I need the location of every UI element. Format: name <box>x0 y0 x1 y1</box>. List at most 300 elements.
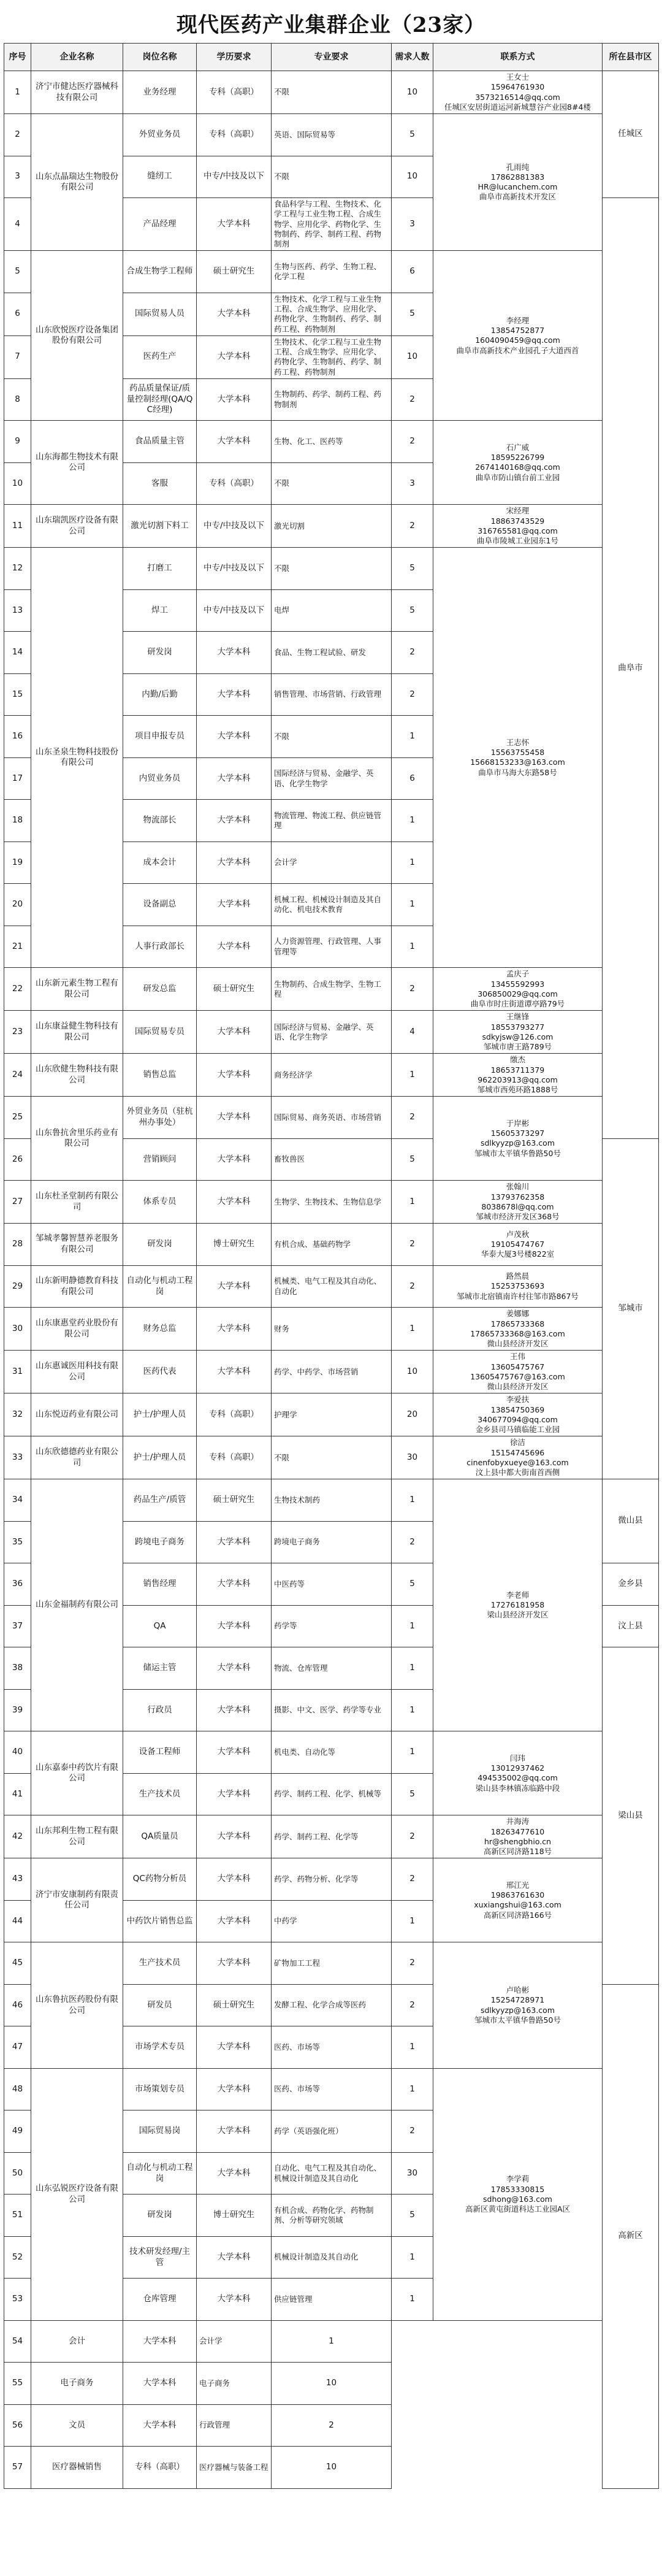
education-requirement: 硕士研究生 <box>197 968 272 1011</box>
table-row <box>4 1858 659 1901</box>
headcount: 5 <box>392 1773 433 1815</box>
education-requirement: 大学本科 <box>197 1689 272 1731</box>
headcount: 2 <box>392 1858 433 1901</box>
position-name: 仓库管理 <box>123 2279 197 2321</box>
position-name: 护士/护理人员 <box>123 1393 197 1436</box>
headcount: 10 <box>272 2447 392 2489</box>
table-row <box>4 114 659 156</box>
education-requirement: 大学本科 <box>197 1942 272 1985</box>
contact-info: 邢江光 19863761630 xuxiangshui@163.com 高新区同济路166号 <box>433 1858 603 1942</box>
position-name: 护士/护理人员 <box>123 1436 197 1479</box>
position-name: 医药生产 <box>123 335 197 378</box>
headcount: 6 <box>392 757 433 800</box>
education-requirement: 中专/中技及以下 <box>197 156 272 198</box>
table-row <box>4 1011 659 1054</box>
company-name: 山东欣悦医疗设备集团股份有限公司 <box>31 251 123 421</box>
table-row <box>4 548 659 590</box>
major-requirement: 生物技术制药 <box>272 1479 392 1522</box>
education-requirement: 大学本科 <box>197 335 272 378</box>
table-row <box>4 251 659 293</box>
header-count: 需求人数 <box>392 44 433 71</box>
company-name: 济宁市安康制药有限责任公司 <box>31 1858 123 1942</box>
row-number: 1 <box>4 71 31 114</box>
major-requirement: 医药、市场等 <box>272 2026 392 2069</box>
position-name: 内勤/后勤 <box>123 673 197 716</box>
position-name: QA质量员 <box>123 1815 197 1858</box>
row-number: 30 <box>4 1308 31 1351</box>
education-requirement: 硕士研究生 <box>197 1479 272 1522</box>
row-number: 43 <box>4 1858 31 1901</box>
headcount: 1 <box>392 2026 433 2069</box>
education-requirement: 专科（高职） <box>197 114 272 156</box>
headcount: 10 <box>392 71 433 114</box>
table-row <box>4 1479 659 1522</box>
table-row <box>4 1097 659 1139</box>
position-name: 销售总监 <box>123 1054 197 1097</box>
company-name: 济宁市健达医疗器械科技有限公司 <box>31 71 123 114</box>
position-name: 焊工 <box>123 589 197 632</box>
education-requirement: 中专/中技及以下 <box>197 548 272 590</box>
company-name: 山东圣泉生物科技股份有限公司 <box>31 548 123 968</box>
position-name: 药品质量保证/质量控制经理(QA/QC经理) <box>123 378 197 421</box>
major-requirement: 不限 <box>272 462 392 505</box>
headcount: 2 <box>392 632 433 674</box>
company-name: 邹城孝馨智慧养老服务有限公司 <box>31 1224 123 1266</box>
headcount: 1 <box>392 841 433 884</box>
company-name: 山东金福制药有限公司 <box>31 1479 123 1731</box>
education-requirement: 大学本科 <box>197 421 272 463</box>
major-requirement: 人力资源管理、行政管理、人事管理等 <box>272 926 392 968</box>
education-requirement: 硕士研究生 <box>197 1984 272 2026</box>
row-number: 26 <box>4 1138 31 1181</box>
major-requirement: 药学、制药工程、化学、机械等 <box>272 1773 392 1815</box>
company-name: 山东弘锐医疗设备有限公司 <box>31 2068 123 2320</box>
position-name: 自动化与机动工程岗 <box>123 1265 197 1308</box>
row-number: 16 <box>4 716 31 758</box>
company-name: 山东新明静德教育科技有限公司 <box>31 1265 123 1308</box>
row-number: 14 <box>4 632 31 674</box>
table-row <box>4 1224 659 1266</box>
major-requirement: 自动化、电气工程及其自动化、机械设计制造及其自动化 <box>272 2152 392 2195</box>
headcount: 3 <box>392 198 433 251</box>
major-requirement: 护理学 <box>272 1393 392 1436</box>
education-requirement: 大学本科 <box>197 1647 272 1690</box>
company-name: 山东鲁抗舍里乐药业有限公司 <box>31 1097 123 1181</box>
company-name: 山东邦利生物工程有限公司 <box>31 1815 123 1858</box>
row-number: 11 <box>4 505 31 548</box>
company-name: 山东嘉泰中药饮片有限公司 <box>31 1731 123 1815</box>
major-requirement: 药学、制药工程、化学等 <box>272 1815 392 1858</box>
position-name: 生产技术员 <box>123 1773 197 1815</box>
major-requirement: 中药学 <box>272 1900 392 1942</box>
row-number: 41 <box>4 1773 31 1815</box>
company-name: 山东点晶瑞达生物股份有限公司 <box>31 114 123 251</box>
education-requirement: 大学本科 <box>197 841 272 884</box>
district-name: 任城区 <box>603 71 659 198</box>
table-row <box>4 1181 659 1224</box>
contact-info: 徐洁 15154745696 cinenfobyxueye@163.com 汶上县中都大街南首西侧 <box>433 1436 603 1479</box>
major-requirement: 摄影、中文、医学、药学等专业 <box>272 1689 392 1731</box>
headcount: 1 <box>392 1181 433 1224</box>
major-requirement: 药学等 <box>272 1605 392 1647</box>
major-requirement: 矿物加工工程 <box>272 1942 392 1985</box>
major-requirement: 生物制药、合成生物学、生物工程 <box>272 968 392 1011</box>
row-number: 23 <box>4 1011 31 1054</box>
major-requirement: 食品、生物工程试验、研发 <box>272 632 392 674</box>
table-row <box>4 1436 659 1479</box>
headcount: 1 <box>392 884 433 926</box>
position-name: 激光切割下料工 <box>123 505 197 548</box>
district-name: 高新区 <box>603 1984 659 2488</box>
major-requirement: 英语、国际贸易等 <box>272 114 392 156</box>
major-requirement: 有机合成、药物化学、药物制剂、分析等研究领域 <box>272 2195 392 2237</box>
headcount: 5 <box>392 589 433 632</box>
major-requirement: 中医药等 <box>272 1563 392 1606</box>
table-row <box>4 421 659 463</box>
education-requirement: 大学本科 <box>123 2404 197 2447</box>
major-requirement: 国际经济与贸易、金融学、英语、化学生物学 <box>272 1011 392 1054</box>
table-row <box>4 1308 659 1351</box>
education-requirement: 大学本科 <box>197 2068 272 2110</box>
position-name: 成本会计 <box>123 841 197 884</box>
major-requirement: 机械工程、机械设计制造及其自动化、机电技术教育 <box>272 884 392 926</box>
position-name: 电子商务 <box>31 2363 123 2405</box>
headcount: 2 <box>392 1942 433 1985</box>
headcount: 1 <box>392 800 433 842</box>
major-requirement: 不限 <box>272 1436 392 1479</box>
company-name: 山东悦迈药业有限公司 <box>31 1393 123 1436</box>
contact-info: 李经理 13854752877 1604090459@qq.com 曲阜市高新技术产业园孔子大道西首 <box>433 251 603 421</box>
education-requirement: 大学本科 <box>197 1815 272 1858</box>
headcount: 5 <box>392 293 433 335</box>
position-name: 市场策划专员 <box>123 2068 197 2110</box>
education-requirement: 大学本科 <box>197 1265 272 1308</box>
headcount: 10 <box>392 1351 433 1393</box>
major-requirement: 生物学、生物技术、生物信息学 <box>272 1181 392 1224</box>
district-name: 曲阜市 <box>603 198 659 1139</box>
header-position: 岗位名称 <box>123 44 197 71</box>
major-requirement: 激光切割 <box>272 505 392 548</box>
education-requirement: 中专/中技及以下 <box>197 505 272 548</box>
education-requirement: 大学本科 <box>197 2026 272 2069</box>
headcount: 10 <box>272 2363 392 2405</box>
position-name: 自动化与机动工程岗 <box>123 2152 197 2195</box>
table-body <box>4 71 659 2489</box>
headcount: 1 <box>392 2068 433 2110</box>
row-number: 8 <box>4 378 31 421</box>
district-name: 梁山县 <box>603 1647 659 1985</box>
education-requirement: 大学本科 <box>197 2236 272 2279</box>
position-name: 营销顾问 <box>123 1138 197 1181</box>
contact-info: 孟庆子 13455592993 306850029@qq.com 曲阜市时庄街道谭亭路79号 <box>433 968 603 1011</box>
major-requirement: 电焊 <box>272 589 392 632</box>
table-row <box>4 1054 659 1097</box>
row-number: 53 <box>4 2279 31 2321</box>
major-requirement: 药学、中药学、市场营销 <box>272 1351 392 1393</box>
row-number: 3 <box>4 156 31 198</box>
table-row <box>4 505 659 548</box>
major-requirement: 会计学 <box>197 2320 272 2363</box>
table-row <box>4 2404 659 2447</box>
row-number: 33 <box>4 1436 31 1479</box>
headcount: 1 <box>392 1900 433 1942</box>
row-number: 51 <box>4 2195 31 2237</box>
position-name: QC药物分析员 <box>123 1858 197 1901</box>
contact-info: 李爱扶 13854750369 340677094@qq.com 金乡县司马镇临能工业园 <box>433 1393 603 1436</box>
headcount: 1 <box>392 1054 433 1097</box>
header-district: 所在县市区 <box>603 44 659 71</box>
position-name: 国际贸易岗 <box>123 2110 197 2153</box>
education-requirement: 大学本科 <box>197 1773 272 1815</box>
major-requirement: 电子商务 <box>197 2363 272 2405</box>
headcount: 5 <box>392 2195 433 2237</box>
page-title: 现代医药产业集群企业（23家） <box>176 13 486 37</box>
position-name: 研发岗 <box>123 1224 197 1266</box>
education-requirement: 大学本科 <box>197 757 272 800</box>
headcount: 2 <box>392 968 433 1011</box>
major-requirement: 跨境电子商务 <box>272 1521 392 1563</box>
position-name: QA <box>123 1605 197 1647</box>
headcount: 2 <box>392 2110 433 2153</box>
position-name: 体系专员 <box>123 1181 197 1224</box>
headcount: 2 <box>392 421 433 463</box>
contact-info: 王继锋 18553793277 sdkyjsw@126.com 邹城市唐王路789号 <box>433 1011 603 1054</box>
major-requirement: 食品科学与工程、生物技术、化学工程与工业生物工程、合成生物学、应用化学、药物化学、生物制药、药学、制药工程、药物制剂 <box>272 198 392 251</box>
education-requirement: 中专/中技及以下 <box>197 589 272 632</box>
headcount: 2 <box>392 1521 433 1563</box>
headcount: 1 <box>392 1731 433 1774</box>
major-requirement: 有机合成、基础药物学 <box>272 1224 392 1266</box>
position-name: 生产技术员 <box>123 1942 197 1985</box>
row-number: 17 <box>4 757 31 800</box>
position-name: 缝纫工 <box>123 156 197 198</box>
major-requirement: 不限 <box>272 548 392 590</box>
education-requirement: 大学本科 <box>197 1097 272 1139</box>
contact-info: 石广威 18595226799 2674140168@qq.com 曲阜市防山镇台前工业园 <box>433 421 603 505</box>
contact-info: 李学莉 17853330815 sdhong@163.com 高新区黄屯街道科达工业园A区 <box>433 2068 603 2320</box>
position-name: 跨境电子商务 <box>123 1521 197 1563</box>
headcount: 5 <box>392 1138 433 1181</box>
education-requirement: 大学本科 <box>197 1138 272 1181</box>
position-name: 医疗器械销售 <box>31 2447 123 2489</box>
table-row <box>4 2363 659 2405</box>
headcount: 2 <box>392 1097 433 1139</box>
education-requirement: 硕士研究生 <box>197 251 272 293</box>
position-name: 研发岗 <box>123 632 197 674</box>
education-requirement: 大学本科 <box>123 2320 197 2363</box>
row-number: 19 <box>4 841 31 884</box>
education-requirement: 大学本科 <box>197 884 272 926</box>
headcount: 2 <box>392 1984 433 2026</box>
headcount: 10 <box>392 335 433 378</box>
row-number: 36 <box>4 1563 31 1606</box>
company-name: 山东惠诚医用科技有限公司 <box>31 1351 123 1393</box>
row-number: 57 <box>4 2447 31 2489</box>
district-name: 金乡县 <box>603 1563 659 1606</box>
position-name: 产品经理 <box>123 198 197 251</box>
row-number: 15 <box>4 673 31 716</box>
education-requirement: 大学本科 <box>197 1521 272 1563</box>
company-name: 山东康惠堂药业股份有限公司 <box>31 1308 123 1351</box>
contact-info: 姜娜娜 17865733368 17865733368@163.com 微山县经济开发区 <box>433 1308 603 1351</box>
position-name: 国际贸易人员 <box>123 293 197 335</box>
table-row <box>4 1731 659 1774</box>
headcount: 1 <box>392 1647 433 1690</box>
major-requirement: 药学（英语强化班） <box>272 2110 392 2153</box>
position-name: 医药代表 <box>123 1351 197 1393</box>
headcount: 30 <box>392 2152 433 2195</box>
row-number: 2 <box>4 114 31 156</box>
major-requirement: 国际经济与贸易、金融学、英语、化学生物学 <box>272 757 392 800</box>
company-name: 山东康益健生物科技有限公司 <box>31 1011 123 1054</box>
major-requirement: 生物与医药、药学、生物工程、化学工程 <box>272 251 392 293</box>
contact-info: 缴杰 18653711379 962203913@qq.com 邹城市西苑环路1888号 <box>433 1054 603 1097</box>
position-name: 中药饮片销售总监 <box>123 1900 197 1942</box>
company-name: 山东新元素生物工程有限公司 <box>31 968 123 1011</box>
major-requirement: 药学、药物分析、化学等 <box>272 1858 392 1901</box>
position-name: 行政员 <box>123 1689 197 1731</box>
headcount: 2 <box>272 2404 392 2447</box>
district-name: 汶上县 <box>603 1605 659 1647</box>
education-requirement: 专科（高职） <box>197 1436 272 1479</box>
company-name: 山东欣德德药业有限公司 <box>31 1436 123 1479</box>
headcount: 2 <box>392 505 433 548</box>
row-number: 42 <box>4 1815 31 1858</box>
contact-info: 宋经理 18863743529 316765581@qq.com 曲阜市陵城工业园东1号 <box>433 505 603 548</box>
company-name: 山东杜圣堂制药有限公司 <box>31 1181 123 1224</box>
education-requirement: 大学本科 <box>123 2363 197 2405</box>
major-requirement: 不限 <box>272 71 392 114</box>
major-requirement: 财务 <box>272 1308 392 1351</box>
company-name: 山东欣健生物科技有限公司 <box>31 1054 123 1097</box>
headcount: 1 <box>392 1605 433 1647</box>
education-requirement: 大学本科 <box>197 1563 272 1606</box>
row-number: 34 <box>4 1479 31 1522</box>
position-name: 研发总监 <box>123 968 197 1011</box>
row-number: 49 <box>4 2110 31 2153</box>
education-requirement: 大学本科 <box>197 378 272 421</box>
position-name: 人事行政部长 <box>123 926 197 968</box>
position-name: 内贸业务员 <box>123 757 197 800</box>
contact-info: 于岸彬 15605373297 sdlkyyzp@163.com 邹城市太平镇华鲁路50号 <box>433 1097 603 1181</box>
table-row <box>4 1265 659 1308</box>
row-number: 35 <box>4 1521 31 1563</box>
education-requirement: 大学本科 <box>197 1011 272 1054</box>
row-number: 47 <box>4 2026 31 2069</box>
major-requirement: 国际贸易、商务英语、市场营销 <box>272 1097 392 1139</box>
education-requirement: 大学本科 <box>197 800 272 842</box>
headcount: 20 <box>392 1393 433 1436</box>
row-number: 20 <box>4 884 31 926</box>
row-number: 48 <box>4 2068 31 2110</box>
position-name: 打磨工 <box>123 548 197 590</box>
headcount: 10 <box>392 156 433 198</box>
company-name: 山东鲁抗医药股份有限公司 <box>31 1942 123 2069</box>
major-requirement: 生物、化工、医药等 <box>272 421 392 463</box>
education-requirement: 大学本科 <box>197 1605 272 1647</box>
major-requirement: 物流、仓库管理 <box>272 1647 392 1690</box>
major-requirement: 机电类、自动化等 <box>272 1731 392 1774</box>
major-requirement: 物流管理、物流工程、供应链管理 <box>272 800 392 842</box>
row-number: 10 <box>4 462 31 505</box>
row-number: 44 <box>4 1900 31 1942</box>
row-number: 5 <box>4 251 31 293</box>
header-education: 学历要求 <box>197 44 272 71</box>
education-requirement: 大学本科 <box>197 632 272 674</box>
headcount: 5 <box>392 548 433 590</box>
position-name: 研发岗 <box>123 2195 197 2237</box>
major-requirement: 商务经济学 <box>272 1054 392 1097</box>
headcount: 2 <box>392 1265 433 1308</box>
header-company: 企业名称 <box>31 44 123 71</box>
position-name: 会计 <box>31 2320 123 2363</box>
headcount: 30 <box>392 1436 433 1479</box>
major-requirement: 机械设计制造及其自动化 <box>272 2236 392 2279</box>
contact-info: 卢哈彬 15254728971 sdlkyyzp@163.com 邹城市太平镇华鲁路50号 <box>433 1942 603 2069</box>
row-number: 54 <box>4 2320 31 2363</box>
education-requirement: 大学本科 <box>197 1900 272 1942</box>
major-requirement: 不限 <box>272 156 392 198</box>
position-name: 设备副总 <box>123 884 197 926</box>
table-row <box>4 968 659 1011</box>
header-contact: 联系方式 <box>433 44 603 71</box>
headcount: 1 <box>392 926 433 968</box>
headcount: 1 <box>392 1479 433 1522</box>
major-requirement: 会计学 <box>272 841 392 884</box>
major-requirement: 销售管理、市场营销、行政管理 <box>272 673 392 716</box>
row-number: 18 <box>4 800 31 842</box>
education-requirement: 大学本科 <box>197 198 272 251</box>
contact-info: 路然晨 15253753693 邹城市北宿镇南许村往邹市路867号 <box>433 1265 603 1308</box>
contact-info: 李老师 17276181958 梁山县经济开发区 <box>433 1479 603 1731</box>
table-row <box>4 1393 659 1436</box>
row-number: 40 <box>4 1731 31 1774</box>
row-number: 25 <box>4 1097 31 1139</box>
contact-info: 闫玮 13012937462 494535002@qq.com 梁山县李林镇冻临路中段 <box>433 1731 603 1815</box>
recruitment-table <box>4 43 659 2489</box>
education-requirement: 大学本科 <box>197 1308 272 1351</box>
education-requirement: 大学本科 <box>197 2110 272 2153</box>
contact-info: 王伟 13605475767 13605475767@163.com 微山县经济开发区 <box>433 1351 603 1393</box>
contact-info: 孔雨纯 17862881383 HR@lucanchem.com 曲阜市高新技术开发区 <box>433 114 603 251</box>
contact-info: 井海涛 18263477610 hr@shengbhio.cn 高新区同济路118号 <box>433 1815 603 1858</box>
headcount: 1 <box>392 1689 433 1731</box>
headcount: 5 <box>392 114 433 156</box>
major-requirement: 医药、市场等 <box>272 2068 392 2110</box>
row-number: 39 <box>4 1689 31 1731</box>
education-requirement: 大学本科 <box>197 1054 272 1097</box>
row-number: 12 <box>4 548 31 590</box>
major-requirement: 发酵工程、化学合成等医药 <box>272 1984 392 2026</box>
position-name: 文员 <box>31 2404 123 2447</box>
row-number: 37 <box>4 1605 31 1647</box>
row-number: 7 <box>4 335 31 378</box>
contact-info: 王女士 15964761930 3573216514@qq.com 任城区安居街道运河新城慧谷产业园8#4楼 <box>433 71 603 114</box>
major-requirement: 供应链管理 <box>272 2279 392 2321</box>
major-requirement: 机械类、电气工程及其自动化、自动化 <box>272 1265 392 1308</box>
education-requirement: 大学本科 <box>197 2279 272 2321</box>
headcount: 2 <box>392 1224 433 1266</box>
major-requirement: 行政管理 <box>197 2404 272 2447</box>
table-row <box>4 1815 659 1858</box>
position-name: 国际贸易专员 <box>123 1011 197 1054</box>
row-number: 56 <box>4 2404 31 2447</box>
row-number: 28 <box>4 1224 31 1266</box>
position-name: 市场学术专员 <box>123 2026 197 2069</box>
headcount: 2 <box>392 378 433 421</box>
row-number: 13 <box>4 589 31 632</box>
row-number: 21 <box>4 926 31 968</box>
